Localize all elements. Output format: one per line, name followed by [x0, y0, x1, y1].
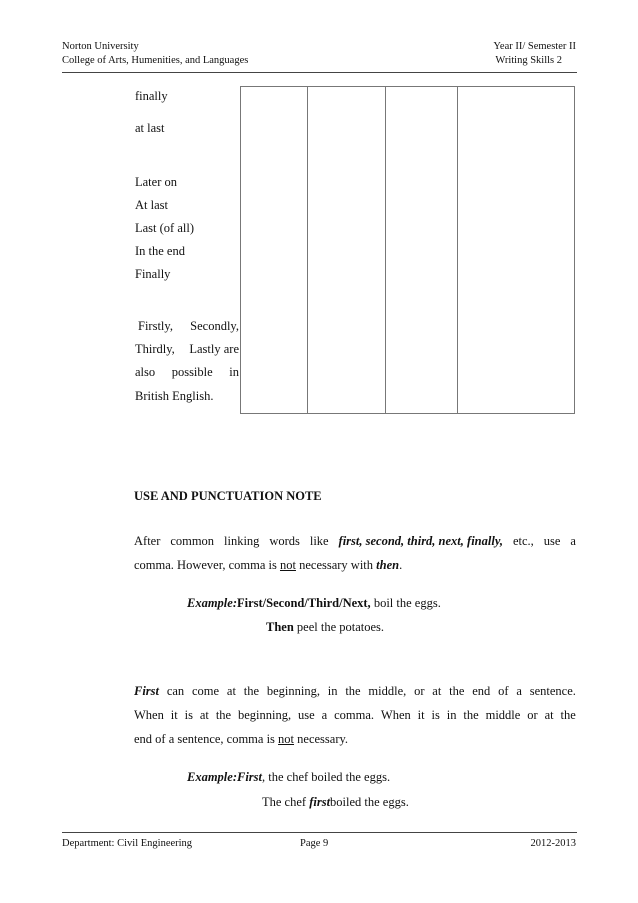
cell-line: At last: [135, 197, 168, 212]
paragraph-line: [134, 529, 576, 553]
word: words: [269, 534, 300, 548]
cell-line: Last (of all): [135, 220, 195, 235]
word: a: [516, 684, 522, 698]
linking-words-emphasis: first, second, third, next, finally,: [338, 534, 504, 548]
table-cell-empty: [386, 87, 458, 414]
underlined-not: not: [278, 732, 295, 746]
example-2-line-2: [262, 795, 409, 810]
word: When: [380, 708, 411, 722]
word: middle,: [368, 684, 407, 698]
first-emphasis: First: [134, 684, 160, 698]
word: can: [166, 684, 185, 698]
footer-year: 2012-2013: [530, 838, 576, 849]
word: it: [170, 708, 178, 722]
word: in: [327, 684, 338, 698]
word: the: [463, 708, 479, 722]
word: a: [570, 534, 576, 548]
word: linking: [224, 534, 260, 548]
word: at: [226, 684, 236, 698]
text-run: The chef: [262, 795, 310, 809]
text-run: .: [399, 558, 403, 572]
header-right: [493, 40, 576, 68]
example-bold: First: [237, 770, 263, 784]
word: the: [243, 684, 260, 698]
word: like: [309, 534, 329, 548]
word: beginning,: [238, 708, 292, 722]
footer-page-number: Page 9: [300, 838, 329, 849]
word: comma.: [334, 708, 374, 722]
cell-word: Thirdly,: [135, 341, 175, 356]
cell-line: at last: [135, 120, 165, 135]
header-left: [62, 40, 248, 68]
word: sentence.: [529, 684, 576, 698]
table-cell-empty: [241, 87, 308, 414]
course-name: Writing Skills 2: [495, 55, 562, 66]
cell-word: Secondly,: [190, 318, 239, 333]
footer-department: Department: Civil Engineering: [62, 838, 193, 849]
word: the: [215, 708, 232, 722]
word: use: [543, 534, 561, 548]
paragraph-line: [134, 727, 576, 751]
paragraph-line: [134, 553, 576, 577]
table-cell-words: [122, 87, 241, 414]
word: After: [134, 534, 161, 548]
word: beginning,: [266, 684, 320, 698]
paragraph-line: [134, 703, 576, 727]
paragraph-line: [134, 679, 576, 703]
footer-rule: [62, 832, 577, 833]
example-label: Example:: [187, 770, 237, 784]
example-1-line-1: [187, 596, 441, 611]
word: at: [544, 708, 554, 722]
word: in: [446, 708, 457, 722]
linking-words-table: [122, 86, 575, 414]
university-name: Norton University: [62, 41, 139, 52]
word: a: [321, 708, 328, 722]
word: or: [414, 684, 425, 698]
table-cell-empty: [458, 87, 575, 414]
cell-line: finally: [135, 88, 168, 103]
cell-word: also: [135, 364, 156, 379]
word: the: [449, 684, 465, 698]
cell-line: Later on: [135, 174, 177, 189]
cell-word: Lastly are: [189, 341, 239, 356]
section-heading: USE AND PUNCTUATION NOTE: [134, 489, 322, 503]
paragraph-comma-rule: [134, 529, 576, 577]
cell-line: Finally: [135, 266, 171, 281]
course-year: Year II/ Semester II: [493, 41, 576, 52]
college-name: College of Arts, Humenities, and Languages: [62, 55, 249, 66]
word: the: [345, 684, 361, 698]
word: come: [192, 684, 220, 698]
word: it: [417, 708, 425, 722]
cell-line: British English.: [135, 388, 214, 403]
table-cell-empty: [308, 87, 386, 414]
word: of: [498, 684, 509, 698]
cell-word: possible: [171, 364, 213, 379]
word: middle: [485, 708, 521, 722]
then-emphasis: then: [376, 558, 400, 572]
word: or: [527, 708, 538, 722]
word: end: [472, 684, 491, 698]
word: When: [134, 708, 164, 722]
text-run: necessary.: [294, 732, 349, 746]
text-run: end of a sentence, comma is: [134, 732, 279, 746]
text-run: necessary with: [295, 558, 377, 572]
word: the: [560, 708, 576, 722]
word: use: [298, 708, 315, 722]
word: etc.,: [512, 534, 534, 548]
text-run: comma. However, comma is: [134, 558, 280, 572]
paragraph-first-position: [134, 679, 576, 751]
word: is: [184, 708, 193, 722]
example-bold: First/Second/Third/Next,: [237, 596, 371, 610]
text-run: boil the eggs.: [370, 596, 441, 610]
cell-line: In the end: [135, 243, 185, 258]
text-run: boiled the eggs.: [330, 795, 409, 809]
example-label: Example:: [187, 596, 237, 610]
cell-word: in: [229, 364, 239, 379]
header-rule: [62, 72, 577, 73]
example-2-line-1: [187, 770, 390, 785]
word: at: [432, 684, 442, 698]
example-bold: first: [309, 795, 331, 809]
underlined-not: not: [279, 558, 296, 572]
cell-word: Firstly,: [138, 318, 173, 333]
text-run: peel the potatoes.: [293, 620, 385, 634]
word: common: [170, 534, 215, 548]
example-1-line-2: [266, 620, 384, 635]
example-bold: Then: [266, 620, 294, 634]
word: is: [431, 708, 440, 722]
word: at: [199, 708, 209, 722]
text-run: , the chef boiled the eggs.: [262, 770, 391, 784]
